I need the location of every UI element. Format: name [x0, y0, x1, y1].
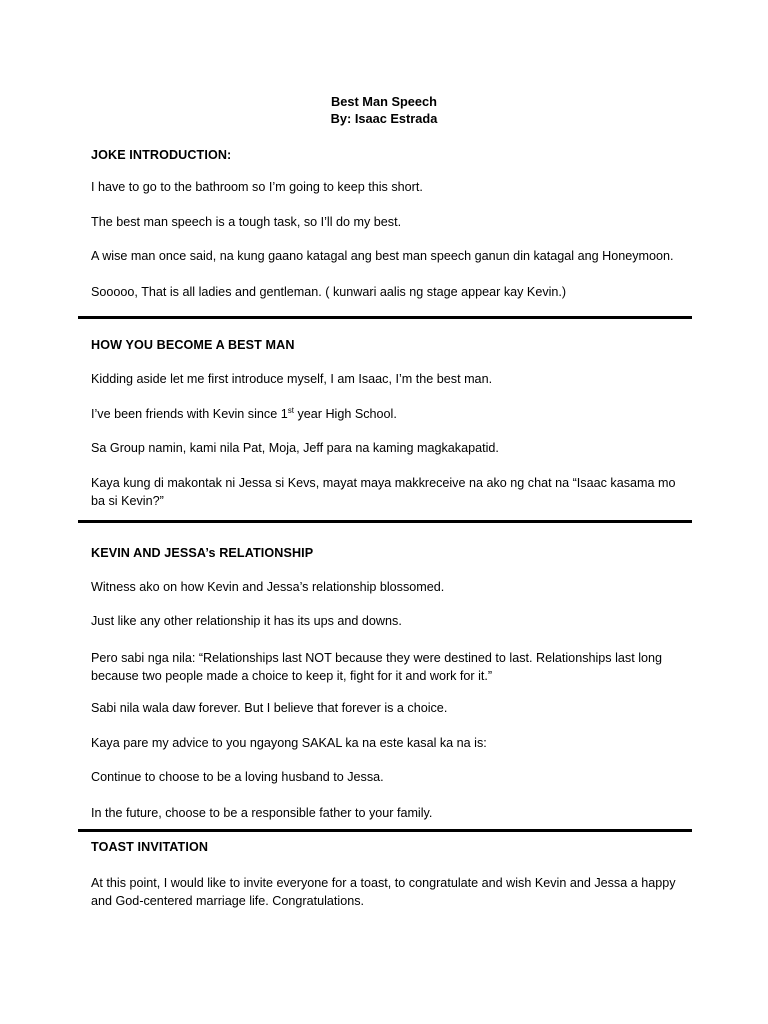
section-heading-joke-introduction: JOKE INTRODUCTION:	[91, 148, 232, 162]
section-divider	[78, 520, 692, 523]
section-heading-kevin-and-jessas-relationship: KEVIN AND JESSA’s RELATIONSHIP	[91, 546, 314, 560]
paragraph: Witness ako on how Kevin and Jessa’s relationship blossomed.	[91, 580, 445, 594]
paragraph: I have to go to the bathroom so I’m going to keep this short.	[91, 180, 423, 194]
paragraph: A wise man once said, na kung gaano katagal ang best man speech ganun din katagal ang Honeymoon.	[91, 249, 674, 263]
document-title: Best Man Speech	[331, 94, 437, 109]
paragraph-text: year High School.	[293, 407, 397, 421]
ordinal-superscript: st	[287, 406, 294, 415]
paragraph: The best man speech is a tough task, so I’ll do my best.	[91, 215, 402, 229]
document-author: By: Isaac Estrada	[330, 111, 438, 126]
paragraph: Kaya pare my advice to you ngayong SAKAL ka na este kasal ka na is:	[91, 736, 487, 750]
section-divider	[78, 316, 692, 319]
section-heading-how-you-become-a-best-man: HOW YOU BECOME A BEST MAN	[91, 338, 295, 352]
paragraph: Pero sabi nga nila: “Relationships last NOT because they were destined to last. Relationships last long because two people made a choice to keep it, fight for it and work for it.”	[91, 651, 662, 683]
paragraph	[91, 406, 691, 423]
paragraph-text: I’ve been friends with Kevin since 1	[91, 407, 288, 421]
document-title-block	[0, 93, 768, 127]
paragraph: Sa Group namin, kami nila Pat, Moja, Jeff para na kaming magkakapatid.	[91, 441, 499, 455]
paragraph: Continue to choose to be a loving husband to Jessa.	[91, 770, 384, 784]
paragraph: Kidding aside let me first introduce myself, I am Isaac, I’m the best man.	[91, 372, 493, 386]
paragraph: Sooooo, That is all ladies and gentleman. ( kunwari aalis ng stage appear kay Kevin.)	[91, 285, 567, 299]
section-divider	[78, 829, 692, 832]
paragraph: Kaya kung di makontak ni Jessa si Kevs, mayat maya makkreceive na ako ng chat na “Isaac kasama mo ba si Kevin?”	[91, 476, 676, 508]
paragraph: Just like any other relationship it has its ups and downs.	[91, 614, 402, 628]
paragraph: At this point, I would like to invite everyone for a toast, to congratulate and wish Kevin and Jessa a happy and God-centered marriage life. Congratulations.	[91, 876, 676, 908]
paragraph: In the future, choose to be a responsible father to your family.	[91, 806, 433, 820]
paragraph: Sabi nila wala daw forever. But I believe that forever is a choice.	[91, 701, 448, 715]
section-heading-toast-invitation: TOAST INVITATION	[91, 840, 209, 854]
